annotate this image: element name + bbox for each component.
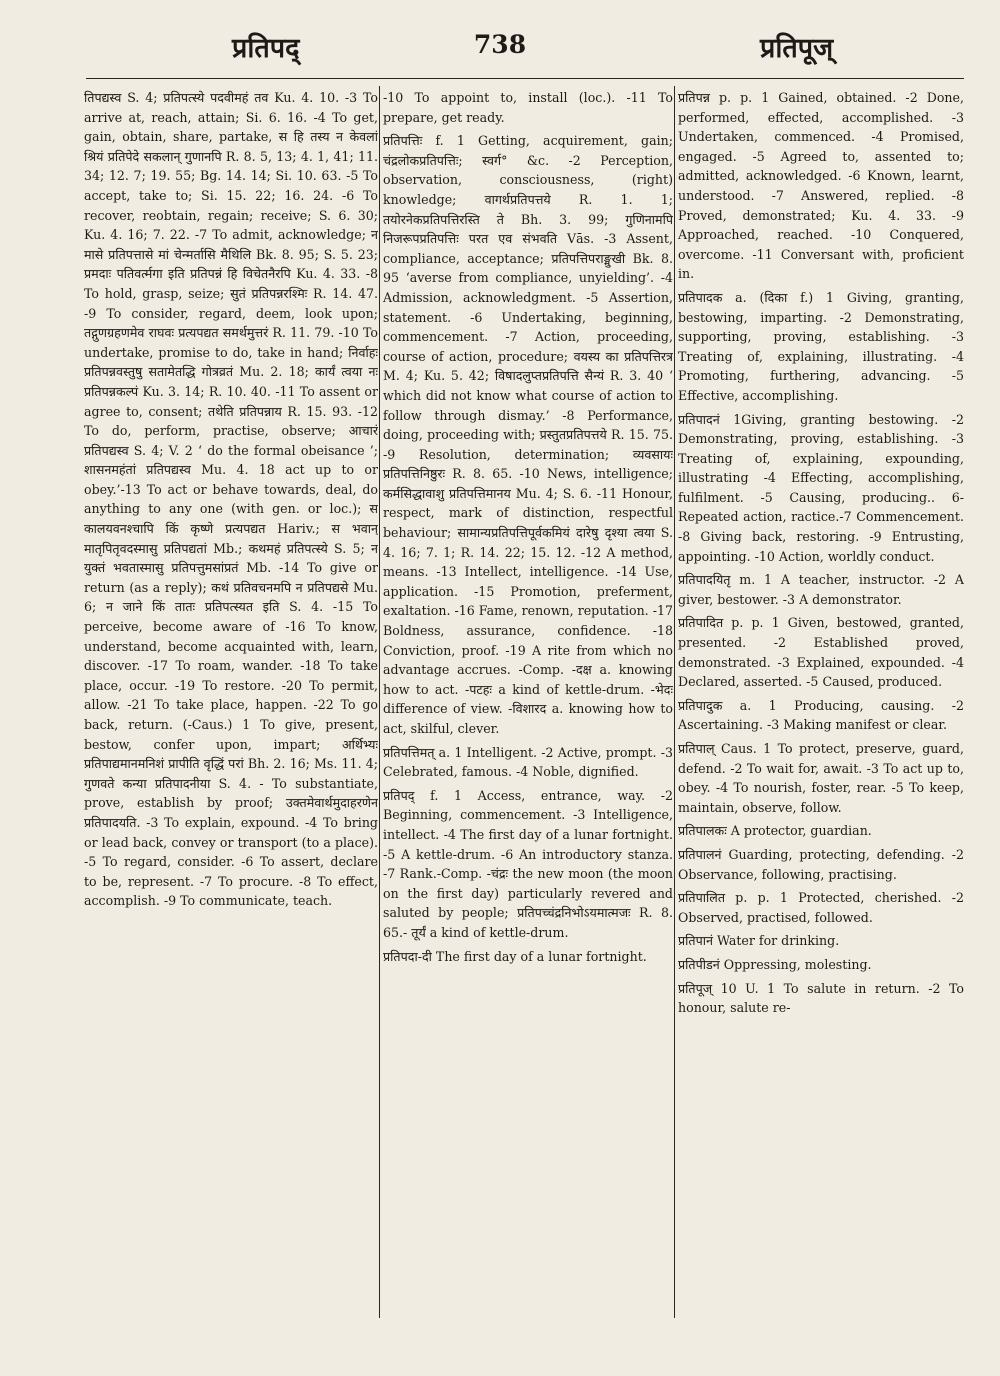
entry-text: प्रतिपादित p. p. 1 Given, bestowed, granted, presented. -2 Established proved, demonstrated. -3 Explained, expounded. -4 Declared, asserted. -5 Caused, produced.	[678, 615, 964, 690]
page-number: 738	[473, 30, 527, 59]
entry-text: प्रतिपादनं 1Giving, granting bestowing. -2 Demonstrating, proving, establishing. -3 Treating of, explaining, expounding, illustrating -4 Effecting, accomplishing, fulfilment. -5 Causing, producing.. 6- Repeated action, ractice.-7 Commencement. -8 Giving back, restoring. -9 Entrusting, appointing. -10 Action, worldly conduct.	[678, 411, 964, 564]
entry-text: प्रतिपादक a. (दिका f.) 1 Giving, granting, bestowing, imparting. -2 Demonstrating, supporting, proving, establishing. -3 Treating of, explaining, illustrating. -4 Promoting, furthering, advancing. -5 Effective, accomplishing.	[678, 289, 964, 403]
entry-text: तिपद्यस्व S. 4; प्रतिपत्स्ये पदवीमहं तव Ku. 4. 10. -3 To arrive at, reach, attain; Si. 6. 16. -4 To get, gain, obtain, share, partake, स हि तस्य न केवलां श्रियं प्रतिपेदे सकलान् गुणानपि R. 8. 5, 13; 4. 1, 41; 11. 34; 12. 7; 19. 55; Bg. 14. 14; Si. 10. 63. -5 To accept, take to; Si. 15. 22; 16. 24. -6 To recover, reobtain, regain; receive; S. 6. 30; Ku. 4. 16; 7. 22. -7 To admit, acknowledge; न मासे प्रतिपत्तासे मां चेन्मर्तासि मैथिलि Bk. 8. 95; S. 5. 23; प्रमदाः पतिवर्त्मगा इति प्रतिपन्नं हि विचेतनैरपि Ku. 4. 33. -8 To hold, grasp, seize; सुतं प्रतिपन्नरश्मिः R. 14. 47. -9 To consider, regard, deem, look upon; तद्गुणग्रहणमेव राघवः प्रत्यपद्यत समर्थमुत्तरं R. 11. 79. -10 To undertake, promise to do, take in hand; निर्वाहः प्रतिपन्नवस्तुषु सतामेतद्धि गोत्रव्रतं Mu. 2. 18; कार्यं त्वया नः प्रतिपन्नकल्पं Ku. 3. 14; R. 10. 40. -11 To assent or agree to, consent; तथेति प्रतिपन्नाय R. 15. 93. -12 To do, perform, practise, observe; आचारं प्रतिपद्यस्व S. 4; V. 2 ‘ do the formal obeisance ’; शासनमहंतां प्रतिपद्यस्व Mu. 4. 18 act up to or obey.’-13 To act or behave towards, deal, do anything to any one (with gen. or loc.); स कालयवनश्चापि किं कृष्णे प्रत्यपद्यत Hariv.; स भवान् मातृपितृवदस्मासु प्रतिपद्यतां Mb.; कथमहं प्रतिपत्स्ये S. 5; न युक्तं भवतास्मासु प्रतिपत्तुमसांप्रतं Mb. -14 To give or return (as a reply); कथं प्रतिवचनमपि न प्रतिपद्यसे Mu. 6; न जाने किं तातः प्रतिपत्स्यत इति S. 4. -15 To perceive, become aware of -16 To know, understand, become acquainted with, learn, discover. -17 To roam, wander. -18 To take place, occur. -19 To restore. -20 To permit, allow. -21 To take place, happen. -22 To go back, return. (-Caus.) 1 To give, present, bestow, confer upon, impart; अर्थिभ्यः प्रतिपाद्यमानमनिशं प्रापीति वृद्धिं परां Bh. 2. 16; Ms. 11. 4; गुणवते कन्या प्रतिपादनीया S. 4. - To substantiate, prove, establish by proof; उक्तमेवार्थमुदाहरणेन प्रतिपादयति. -3 To explain, expound. -4 To bring or lead back, convey or transport (to a place). -5 To regard, consider. -6 To assert, declare to be, represent. -7 To procure. -8 To effect, accomplish. -9 To communicate, teach.	[84, 90, 378, 909]
entry-text: प्रतिपत्तिमत् a. 1 Intelligent. -2 Active, prompt. -3 Celebrated, famous. -4 Noble, dignified.	[383, 744, 673, 780]
entry-text: प्रतिपादयितृ m. 1 A teacher, instructor. -2 A giver, bestower. -3 A demonstrator.	[678, 572, 964, 607]
entry-text: प्रतिपालकः A protector, guardian.	[678, 823, 872, 839]
header-rule	[86, 78, 964, 79]
entry-text: प्रतिपालित p. p. 1 Protected, cherished. -2 Observed, practised, followed.	[678, 890, 964, 925]
entry-text: प्रतिपत्तिः f. 1 Getting, acquirement, gain; चंद्रलोकप्रतिपत्तिः; स्वर्ग° &c. -2 Perception, observation, consciousness, (right) knowledge; वागर्थप्रतिपत्तये R. 1. 1; तयोरनेकप्रतिपत्तिरस्ति ते Bh. 3. 99; गुणिनामपि निजरूपप्रतिपत्तिः परत एव संभवति Vās. -3 Assent, compliance, acceptance; प्रतिपत्तिपराङ्मुखी Bk. 8. 95 ‘averse from compliance, unyielding’. -4 Admission, acknowledgment. -5 Assertion, statement. -6 Undertaking, beginning, commencement. -7 Action, proceeding, course of action, procedure; वयस्य का प्रतिपत्तिरत्र M. 4; Ku. 5. 42; विषादलुप्तप्रतिपत्ति सैन्यं R. 3. 40 ‘ which did not know what course of action to follow through dismay.’ -8 Performance, doing, proceeding with; प्रस्तुतप्रतिपत्तये R. 15. 75. -9 Resolution, determination; व्यवसायः प्रतिपत्तिनिष्ठुरः R. 8. 65. -10 News, intelligence; कर्मसिद्धावाशु प्रतिपत्तिमानय Mu. 4; S. 6. -11 Honour, respect, mark of distinction, respectful behaviour; सामान्यप्रतिपत्तिपूर्वकमियं दारेषु दृश्या त्वया S. 4. 16; 7. 1; R. 14. 22; 15. 12. -12 A method, means. -13 Intellect, intelligence. -14 Use, application. -15 Promotion, preferment, exaltation. -16 Fame, renown, reputation. -17 Boldness, assurance, confidence. -18 Conviction, proof. -19 A rite from which no advantage accrues. -Comp. -दक्ष a. knowing how to act. -पटहः a kind of kettle-drum. -भेदः difference of view. -विशारद a. knowing how to act, skilful, clever.	[383, 133, 673, 736]
entry-text: प्रतिपदा-दी The first day of a lunar fortnight.	[383, 948, 647, 964]
entry-text: प्रतिपादुक a. 1 Producing, causing. -2 Ascertaining. -3 Making manifest or clear.	[678, 697, 964, 733]
entry-text: प्रतिपानं Water for drinking.	[678, 933, 840, 949]
entry-text: प्रतिपद् f. 1 Access, entrance, way. -2 Beginning, commencement. -3 Intelligence, intellect. -4 The first day of a lunar fortnight. -5 A kettle-drum. -6 An introductory stanza. -7 Rank.-Comp. -चंद्रः the new moon (the moon on the first day) particularly revered and saluted by people; प्रतिपच्चंद्रनिभोऽयमात्मजः R. 8. 65.- तूर्यं a kind of kettle-drum.	[383, 787, 673, 940]
entry-text: -10 To appoint to, install (loc.). -11 To prepare, get ready.	[383, 90, 673, 125]
entry-text: प्रतिपाल् Caus. 1 To protect, preserve, guard, defend. -2 To wait for, await. -3 To act up to, obey. -4 To nourish, foster, rear. -5 To keep, maintain, observe, follow.	[678, 741, 964, 815]
column-middle	[383, 88, 673, 1328]
page-header	[0, 28, 1000, 82]
entry-text: प्रतिपीडनं Oppressing, molesting.	[678, 956, 872, 972]
column-left	[84, 88, 378, 1328]
entry-text: प्रतिपन्न p. p. 1 Gained, obtained. -2 Done, performed, effected, accomplished. -3 Undertaken, commenced. -4 Promised, engaged. -5 Agreed to, assented to; admitted, acknowledged. -6 Known, learnt, understood. -7 Answered, replied. -8 Proved, demonstrated; Ku. 4. 33. -9 Approached, reached. -10 Conquered, overcome. -11 Conversant with, proficient in.	[678, 90, 964, 282]
left-guide-word: प्रतिपद्	[232, 33, 300, 64]
column-divider	[674, 86, 675, 1318]
column-right	[678, 88, 964, 1328]
column-divider	[379, 86, 380, 1318]
right-guide-word: प्रतिपूज्	[760, 33, 834, 64]
entry-text: प्रतिपूज् 10 U. 1 To salute in return. -2 To honour, salute re-	[678, 980, 964, 1016]
entry-text: प्रतिपालनं Guarding, protecting, defending. -2 Observance, following, practising.	[678, 846, 964, 882]
